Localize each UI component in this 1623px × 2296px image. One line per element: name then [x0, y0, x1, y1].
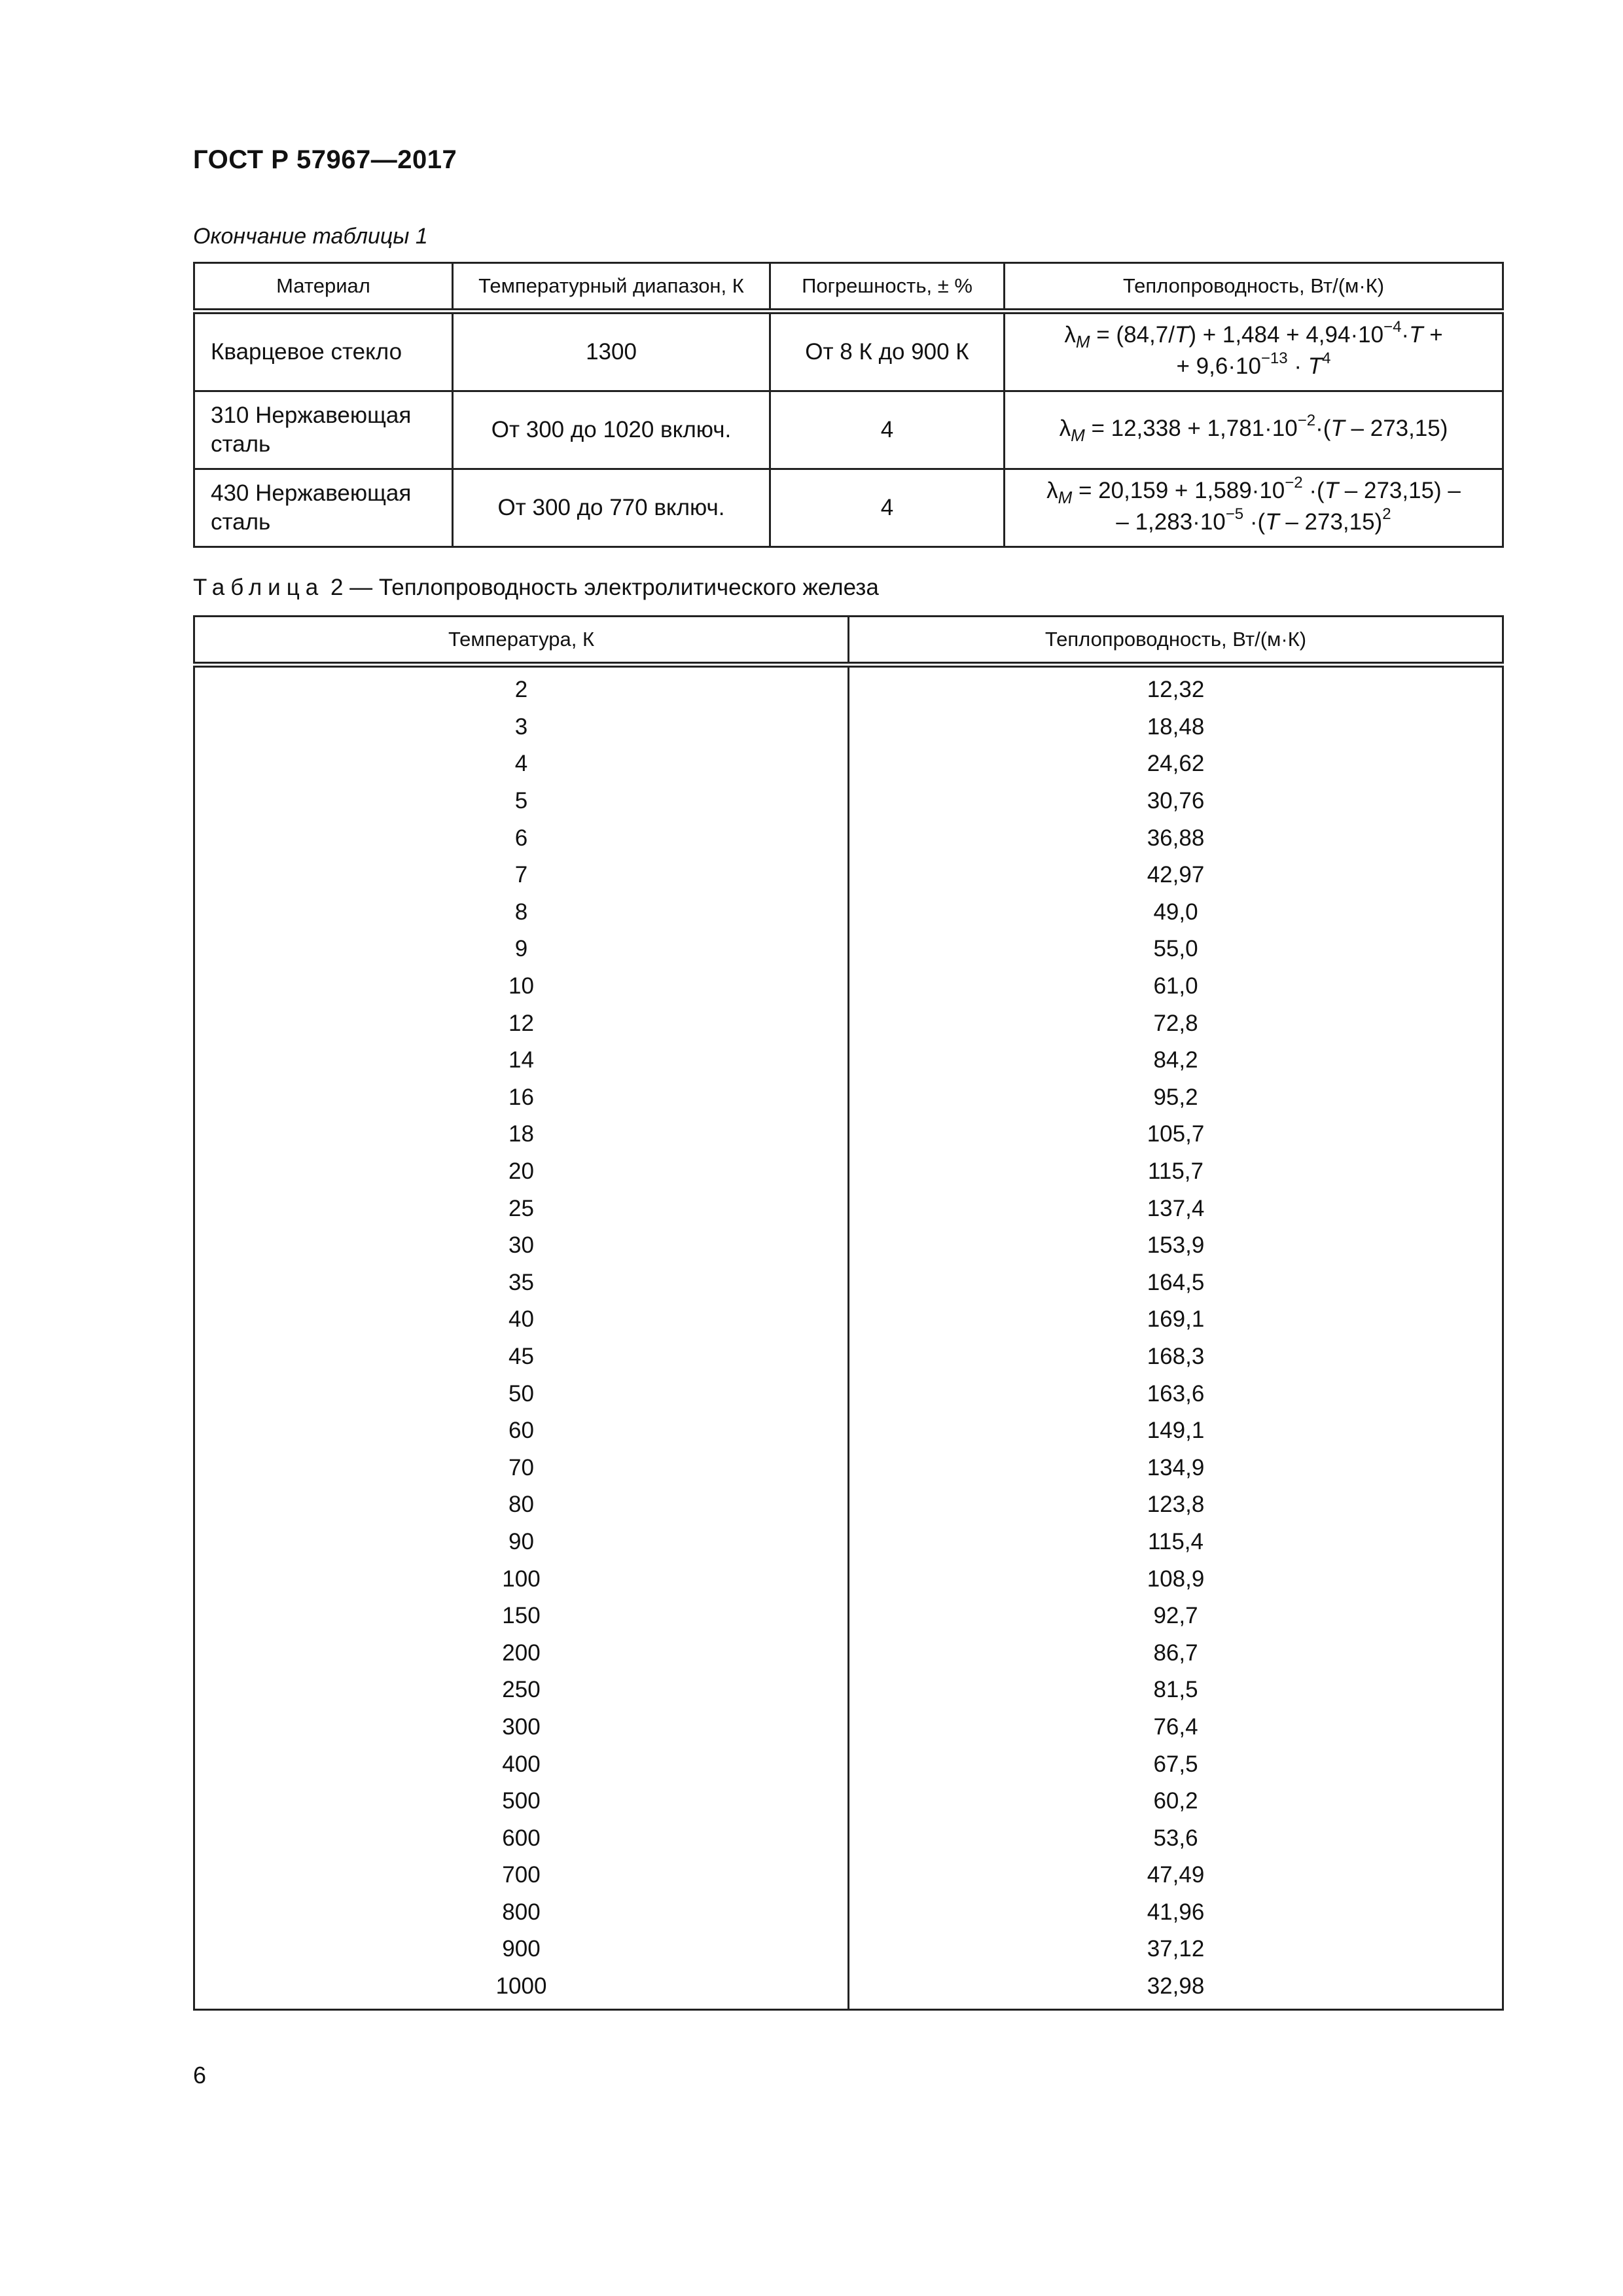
table-row	[194, 1412, 1503, 1450]
table-row	[194, 1894, 1503, 1931]
table-row	[194, 1598, 1503, 1635]
temperature-cell: 100	[194, 1560, 849, 1598]
temperature-cell: 8	[194, 894, 849, 931]
temperature-cell: 2	[194, 665, 849, 709]
conductivity-cell: 18,48	[849, 709, 1503, 746]
conductivity-cell: 153,9	[849, 1227, 1503, 1265]
conductivity-cell: 24,62	[849, 745, 1503, 783]
temperature-cell: 3	[194, 709, 849, 746]
table-row	[194, 1449, 1503, 1486]
temperature-cell: 25	[194, 1190, 849, 1227]
material-cell: 430 Нержавеющая сталь	[194, 469, 453, 547]
conductivity-cell: 168,3	[849, 1338, 1503, 1376]
table2-body	[194, 665, 1503, 2010]
conductivity-cell: 55,0	[849, 931, 1503, 968]
temperature-cell: 14	[194, 1042, 849, 1079]
table-row	[194, 1079, 1503, 1117]
error-cell: От 8 К до 900 К	[770, 312, 1005, 391]
formula-line: $\lambda_M = 20,159 + 1,589\cdot 10^{-2} \cdot(T - 273,15)$ –	[1046, 474, 1461, 507]
table2-caption-title: 2 — Теплопроводность электролитического железа	[324, 575, 879, 600]
table-row	[194, 1709, 1503, 1746]
temperature-cell: 50	[194, 1375, 849, 1412]
table-row	[194, 1190, 1503, 1227]
temperature-cell: 9	[194, 931, 849, 968]
table1-header-material: Материал	[194, 263, 453, 312]
table2-caption	[193, 575, 879, 601]
document-header: ГОСТ Р 57967—2017	[193, 145, 457, 174]
conductivity-cell: 169,1	[849, 1301, 1503, 1338]
table1-header-range: Температурный диапазон, К	[453, 263, 770, 312]
table-row	[194, 1301, 1503, 1338]
table2-caption-label: Таблица	[193, 575, 325, 600]
temperature-cell: 30	[194, 1227, 849, 1265]
table-row	[194, 312, 1503, 391]
formula	[1064, 318, 1443, 384]
formula-cell	[1005, 391, 1503, 469]
temperature-cell: 300	[194, 1709, 849, 1746]
conductivity-cell: 105,7	[849, 1116, 1503, 1153]
conductivity-cell: 163,6	[849, 1375, 1503, 1412]
conductivity-cell: 30,76	[849, 783, 1503, 820]
table-row	[194, 1634, 1503, 1672]
formula	[1060, 414, 1448, 446]
conductivity-cell: 86,7	[849, 1634, 1503, 1672]
table-row	[194, 1560, 1503, 1598]
conductivity-cell: 47,49	[849, 1857, 1503, 1894]
table1-header-row	[194, 263, 1503, 312]
table-row	[194, 1968, 1503, 2010]
table1-header-conductivity: Теплопроводность, Вт/(м·К)	[1005, 263, 1503, 312]
material-cell: Кварцевое стекло	[194, 312, 453, 391]
formula-line: – $1,283\cdot 10^{-5} \cdot(T - 273,15)^2$	[1116, 505, 1391, 535]
table-row	[194, 1005, 1503, 1042]
table-row	[194, 1338, 1503, 1376]
table-row	[194, 1857, 1503, 1894]
table-row	[194, 709, 1503, 746]
table2-header-row	[194, 617, 1503, 665]
temperature-cell: 40	[194, 1301, 849, 1338]
page-number: 6	[193, 2062, 207, 2089]
table-row	[194, 1042, 1503, 1079]
error-cell: 4	[770, 391, 1005, 469]
conductivity-cell: 67,5	[849, 1746, 1503, 1783]
table1	[193, 262, 1504, 548]
error-cell: 4	[770, 469, 1005, 547]
temperature-cell: 250	[194, 1672, 849, 1709]
table-row	[194, 1931, 1503, 1968]
conductivity-cell: 53,6	[849, 1820, 1503, 1857]
conductivity-cell: 12,32	[849, 665, 1503, 709]
table-row	[194, 1783, 1503, 1820]
table-row	[194, 1524, 1503, 1561]
material-cell: 310 Нержавеющая сталь	[194, 391, 453, 469]
table-row	[194, 931, 1503, 968]
table-row	[194, 894, 1503, 931]
table-row	[194, 1265, 1503, 1302]
table-row	[194, 1672, 1503, 1709]
temperature-cell: 600	[194, 1820, 849, 1857]
conductivity-cell: 108,9	[849, 1560, 1503, 1598]
range-cell: От 300 до 1020 включ.	[453, 391, 770, 469]
formula-line: $\lambda_M = 12,338 + 1,781\cdot 10^{-2}\cdot(T - 273,15)$	[1059, 412, 1448, 445]
temperature-cell: 400	[194, 1746, 849, 1783]
formula-line: + $9,6\cdot 10^{-13} \cdot T^4$	[1176, 350, 1331, 379]
table-row	[194, 783, 1503, 820]
temperature-cell: 12	[194, 1005, 849, 1042]
table1-header-error: Погрешность, ± %	[770, 263, 1005, 312]
conductivity-cell: 72,8	[849, 1005, 1503, 1042]
conductivity-cell: 42,97	[849, 857, 1503, 894]
table-row	[194, 1820, 1503, 1857]
conductivity-cell: 95,2	[849, 1079, 1503, 1117]
temperature-cell: 18	[194, 1116, 849, 1153]
conductivity-cell: 41,96	[849, 1894, 1503, 1931]
conductivity-cell: 36,88	[849, 819, 1503, 857]
temperature-cell: 1000	[194, 1968, 849, 2010]
table-row	[194, 745, 1503, 783]
conductivity-cell: 81,5	[849, 1672, 1503, 1709]
table-row	[194, 819, 1503, 857]
conductivity-cell: 92,7	[849, 1598, 1503, 1635]
conductivity-cell: 60,2	[849, 1783, 1503, 1820]
table-row	[194, 857, 1503, 894]
conductivity-cell: 115,4	[849, 1524, 1503, 1561]
conductivity-cell: 61,0	[849, 968, 1503, 1005]
temperature-cell: 6	[194, 819, 849, 857]
range-cell: 1300	[453, 312, 770, 391]
conductivity-cell: 115,7	[849, 1153, 1503, 1191]
table-row	[194, 1486, 1503, 1524]
table-row	[194, 1153, 1503, 1191]
conductivity-cell: 149,1	[849, 1412, 1503, 1450]
conductivity-cell: 49,0	[849, 894, 1503, 931]
conductivity-cell: 76,4	[849, 1709, 1503, 1746]
table-row	[194, 1227, 1503, 1265]
conductivity-cell: 164,5	[849, 1265, 1503, 1302]
conductivity-cell: 123,8	[849, 1486, 1503, 1524]
table-row	[194, 469, 1503, 547]
temperature-cell: 80	[194, 1486, 849, 1524]
conductivity-cell: 137,4	[849, 1190, 1503, 1227]
temperature-cell: 800	[194, 1894, 849, 1931]
temperature-cell: 900	[194, 1931, 849, 1968]
conductivity-cell: 32,98	[849, 1968, 1503, 2010]
temperature-cell: 500	[194, 1783, 849, 1820]
conductivity-cell: 84,2	[849, 1042, 1503, 1079]
temperature-cell: 150	[194, 1598, 849, 1635]
table-row	[194, 1746, 1503, 1783]
table-row	[194, 1375, 1503, 1412]
table-row	[194, 1116, 1503, 1153]
table1-caption: Окончание таблицы 1	[193, 224, 428, 249]
temperature-cell: 4	[194, 745, 849, 783]
temperature-cell: 16	[194, 1079, 849, 1117]
temperature-cell: 45	[194, 1338, 849, 1376]
formula-line: $\lambda_M = (84,7/T) + 1,484 + 4,94\cdot 10^{-4}\cdot T$ +	[1064, 318, 1443, 351]
temperature-cell: 700	[194, 1857, 849, 1894]
table2-header-temperature: Температура, К	[194, 617, 849, 665]
range-cell: От 300 до 770 включ.	[453, 469, 770, 547]
formula	[1046, 476, 1461, 539]
formula-cell	[1005, 469, 1503, 547]
temperature-cell: 7	[194, 857, 849, 894]
conductivity-cell: 37,12	[849, 1931, 1503, 1968]
formula-cell	[1005, 312, 1503, 391]
temperature-cell: 60	[194, 1412, 849, 1450]
temperature-cell: 90	[194, 1524, 849, 1561]
temperature-cell: 70	[194, 1449, 849, 1486]
temperature-cell: 35	[194, 1265, 849, 1302]
temperature-cell: 5	[194, 783, 849, 820]
table-row	[194, 665, 1503, 709]
table2	[193, 615, 1504, 2011]
temperature-cell: 20	[194, 1153, 849, 1191]
temperature-cell: 200	[194, 1634, 849, 1672]
table-row	[194, 968, 1503, 1005]
table-row	[194, 391, 1503, 469]
temperature-cell: 10	[194, 968, 849, 1005]
conductivity-cell: 134,9	[849, 1449, 1503, 1486]
table2-header-conductivity: Теплопроводность, Вт/(м·К)	[849, 617, 1503, 665]
